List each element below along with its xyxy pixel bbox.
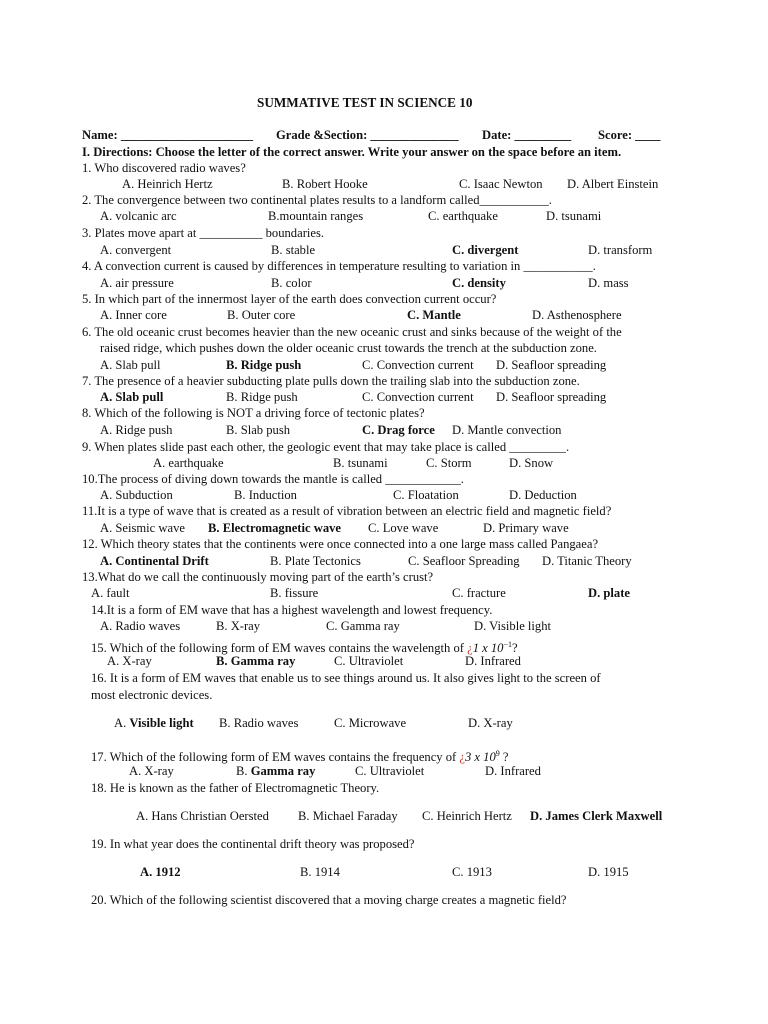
question-6: 6. The old oceanic crust becomes heavier than the new oceanic crust and sinks because of the weight of the: [82, 325, 622, 339]
choice-16b: B. Radio waves: [219, 716, 299, 730]
choice-11b: B. Electromagnetic wave: [208, 521, 342, 535]
choice-13c: C. fracture: [452, 586, 506, 600]
question-1: 1. Who discovered radio waves?: [82, 161, 246, 175]
choice-15b: B. Gamma ray: [216, 654, 296, 668]
choice-15a: A. X-ray: [107, 654, 152, 668]
question-20: 20. Which of the following scientist discovered that a moving charge creates a magnetic field?: [91, 893, 567, 907]
choice-5a: A. Inner core: [100, 308, 167, 322]
question-11: 11.It is a type of wave that is created as a result of vibration between an electric field and magnetic field?: [82, 504, 612, 518]
choice-1c: C. Isaac Newton: [459, 177, 543, 191]
choice-7d: D. Seafloor spreading: [496, 390, 607, 404]
choice-14c: C. Gamma ray: [326, 619, 400, 633]
choice-3a: A. convergent: [100, 243, 172, 257]
choice-19d: D. 1915: [588, 865, 629, 879]
question-6-line2: raised ridge, which pushes down the older oceanic crust towards the trench at the subduction zone.: [100, 341, 597, 355]
choice-13d: D. plate: [588, 586, 630, 600]
question-17-math: 3 x 10: [464, 750, 496, 764]
choice-10c: C. Floatation: [393, 488, 459, 502]
question-17-end: ?: [499, 750, 509, 764]
choice-16d: D. X-ray: [468, 716, 513, 730]
choice-14b: B. X-ray: [216, 619, 261, 633]
choice-6b: B. Ridge push: [226, 358, 302, 372]
choice-2c: C. earthquake: [428, 209, 498, 223]
choice-11a: A. Seismic wave: [100, 521, 185, 535]
choice-17d: D. Infrared: [485, 764, 541, 778]
choice-19c: C. 1913: [452, 865, 492, 879]
choice-18b: B. Michael Faraday: [298, 809, 398, 823]
date-field: Date: _________: [482, 128, 572, 142]
question-15-math: 1 x 10: [472, 641, 504, 655]
question-7: 7. The presence of a heavier subducting plate pulls down the trailing slab into the subduction zone.: [82, 374, 580, 388]
question-16: 16. It is a form of EM waves that enable us to see things around us. It also gives light to the screen of: [91, 671, 601, 685]
choice-18a: A. Hans Christian Oersted: [136, 809, 269, 823]
choice-14d: D. Visible light: [474, 619, 552, 633]
choice-7a: A. Slab pull: [100, 390, 164, 404]
choice-2b: B.mountain ranges: [268, 209, 364, 223]
choice-11c: C. Love wave: [368, 521, 439, 535]
choice-17a: A. X-ray: [129, 764, 174, 778]
choice-4d: D. mass: [588, 276, 629, 290]
choice-4a: A. air pressure: [100, 276, 174, 290]
choice-11d: D. Primary wave: [483, 521, 569, 535]
choice-16a: A. Visible light: [114, 716, 194, 730]
question-4: 4. A convection current is caused by differences in temperature resulting to variation in ___________.: [82, 259, 596, 273]
choice-6d: D. Seafloor spreading: [496, 358, 607, 372]
name-field: Name: _____________________: [82, 128, 254, 142]
question-17-text: 17. Which of the following form of EM waves contains the frequency of: [91, 750, 460, 764]
question-15-math-glyph: ¿: [467, 641, 473, 655]
choice-19b: B. 1914: [300, 865, 340, 879]
choice-18c: C. Heinrich Hertz: [422, 809, 512, 823]
question-2: 2. The convergence between two continental plates results to a landform called___________.: [82, 193, 552, 207]
question-14: 14.It is a form of EM wave that has a highest wavelength and lowest frequency.: [91, 603, 493, 617]
choice-5d: D. Asthenosphere: [532, 308, 622, 322]
choice-6a: A. Slab pull: [100, 358, 161, 372]
choice-9c: C. Storm: [426, 456, 472, 470]
choice-9b: B. tsunami: [333, 456, 388, 470]
score-field: Score: ____: [598, 128, 661, 142]
choice-2a: A. volcanic arc: [100, 209, 177, 223]
choice-3d: D. transform: [588, 243, 653, 257]
choice-9d: D. Snow: [509, 456, 554, 470]
question-17-exponent: 9: [495, 749, 500, 758]
choice-15d: D. Infrared: [465, 654, 521, 668]
question-16-line2: most electronic devices.: [91, 688, 213, 702]
question-10: 10.The process of diving down towards the mantle is called ____________.: [82, 472, 464, 486]
choice-6c: C. Convection current: [362, 358, 474, 372]
choice-10b: B. Induction: [234, 488, 297, 502]
choice-7b: B. Ridge push: [226, 390, 298, 404]
choice-3b: B. stable: [271, 243, 316, 257]
choice-19a: A. 1912: [140, 865, 181, 879]
page-title: SUMMATIVE TEST IN SCIENCE 10: [257, 95, 473, 110]
grade-section-field: Grade &Section: ______________: [276, 128, 459, 142]
question-9: 9. When plates slide past each other, the geologic event that may take place is called _________.: [82, 440, 570, 454]
choice-8b: B. Slab push: [226, 423, 291, 437]
choice-14a: A. Radio waves: [100, 619, 181, 633]
question-17: [91, 746, 509, 765]
choice-10a: A. Subduction: [100, 488, 173, 502]
choice-4c: C. density: [452, 276, 506, 290]
choice-10d: D. Deduction: [509, 488, 577, 502]
choice-17b: B. Gamma ray: [236, 764, 316, 778]
question-12: 12. Which theory states that the continents were once connected into a one large mass called Pangaea?: [82, 537, 599, 551]
choice-5b: B. Outer core: [227, 308, 296, 322]
question-13: 13.What do we call the continuously moving part of the earth’s crust?: [82, 570, 434, 584]
choice-2d: D. tsunami: [546, 209, 602, 223]
question-15: [91, 637, 518, 656]
question-15-exponent: −1: [503, 640, 512, 649]
question-3: 3. Plates move apart at __________ boundaries.: [82, 226, 325, 240]
choice-13a: A. fault: [91, 586, 130, 600]
choice-9a: A. earthquake: [153, 456, 224, 470]
choice-5c: C. Mantle: [407, 308, 461, 322]
question-18: 18. He is known as the father of Electromagnetic Theory.: [91, 781, 380, 795]
choice-16c: C. Microwave: [334, 716, 407, 730]
choice-7c: C. Convection current: [362, 390, 474, 404]
choice-12d: D. Titanic Theory: [542, 554, 632, 568]
choice-3c: C. divergent: [452, 243, 519, 257]
choice-15c: C. Ultraviolet: [334, 654, 404, 668]
directions: I. Directions: Choose the letter of the correct answer. Write your answer on the space before an item.: [82, 145, 622, 159]
choice-12b: B. Plate Tectonics: [270, 554, 361, 568]
choice-12c: C. Seafloor Spreading: [408, 554, 520, 568]
question-17-math-glyph: ¿: [459, 750, 465, 764]
choice-8c: C. Drag force: [362, 423, 435, 437]
question-8: 8. Which of the following is NOT a driving force of tectonic plates?: [82, 406, 425, 420]
question-15-text: 15. Which of the following form of EM waves contains the wavelength of: [91, 641, 468, 655]
choice-1d: D. Albert Einstein: [567, 177, 659, 191]
question-19: 19. In what year does the continental drift theory was proposed?: [91, 837, 415, 851]
choice-4b: B. color: [271, 276, 312, 290]
choice-13b: B. fissure: [270, 586, 319, 600]
choice-1b: B. Robert Hooke: [282, 177, 368, 191]
choice-8a: A. Ridge push: [100, 423, 173, 437]
choice-12a: A. Continental Drift: [100, 554, 209, 568]
choice-17c: C. Ultraviolet: [355, 764, 425, 778]
choice-8d: D. Mantle convection: [452, 423, 562, 437]
choice-1a: A. Heinrich Hertz: [122, 177, 213, 191]
choice-18d: D. James Clerk Maxwell: [530, 809, 663, 823]
question-15-end: ?: [511, 641, 518, 655]
question-5: 5. In which part of the innermost layer of the earth does convection current occur?: [82, 292, 497, 306]
